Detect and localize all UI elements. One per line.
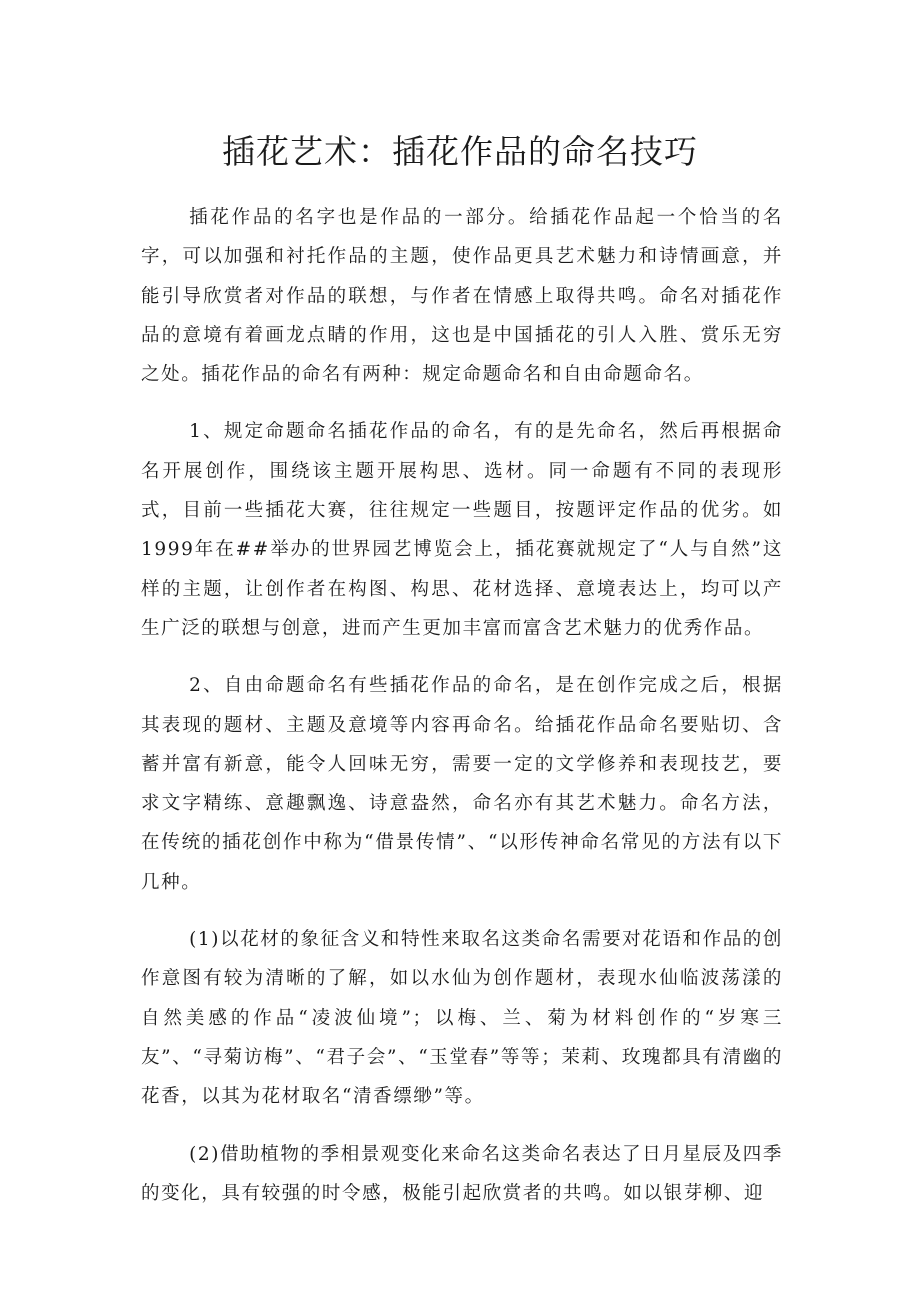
page-title: 插花艺术：插花作品的命名技巧 [222, 132, 698, 171]
paragraph-intro: 插花作品的名字也是作品的一部分。给插花作品起一个恰当的名字，可以加强和衬托作品的主题，使作品更具艺术魅力和诗情画意，并能引导欣赏者对作品的联想，与作者在情感上取得共鸣。命名对插花作品的意境有着画龙点睛的作用，这也是中国插花的引人入胜、赏乐无穷之处。插花作品的命名有两种：规定命题命名和自由命题命名。 [141, 207, 783, 386]
paragraph-method-symbolism: (1)以花材的象征含义和特性来取名这类命名需要对花语和作品的创作意图有较为清晰的了解，如以水仙为创作题材，表现水仙临波荡漾的自然美感的作品“凌波仙境”；以梅、兰、菊为材料创作的“岁寒三友”、“寻菊访梅”、“君子会”、“玉堂春”等等；茉莉、玫瑰都具有清幽的花香，以其为花材取名“清香缥缈”等。 [141, 929, 783, 1108]
paragraph-method-seasonal: (2)借助植物的季相景观变化来命名这类命名表达了日月星辰及四季的变化，具有较强的时令感，极能引起欣赏者的共鸣。如以银芽柳、迎 [141, 1143, 783, 1204]
paragraph-free-naming: 2、自由命题命名有些插花作品的命名，是在创作完成之后，根据其表现的题材、主题及意境等内容再命名。给插花作品命名要贴切、含蓄并富有新意，能令人回味无穷，需要一定的文学修养和表现技艺，要求文字精练、意趣飘逸、诗意盎然，命名亦有其艺术魅力。命名方法，在传统的插花创作中称为“借景传情”、“以形传神命名常见的方法有以下几种。 [141, 675, 783, 893]
document-body [141, 198, 783, 1213]
paragraph-prescribed-naming: 1、规定命题命名插花作品的命名，有的是先命名，然后再根据命名开展创作，围绕该主题开展构思、选材。同一命题有不同的表现形式，目前一些插花大赛，往往规定一些题目，按题评定作品的优劣。如1999年在##举办的世界园艺博览会上，插花赛就规定了“人与自然”这样的主题，让创作者在构图、构思、花材选择、意境表达上，均可以产生广泛的联想与创意，进而产生更加丰富而富含艺术魅力的优秀作品。 [141, 421, 783, 639]
